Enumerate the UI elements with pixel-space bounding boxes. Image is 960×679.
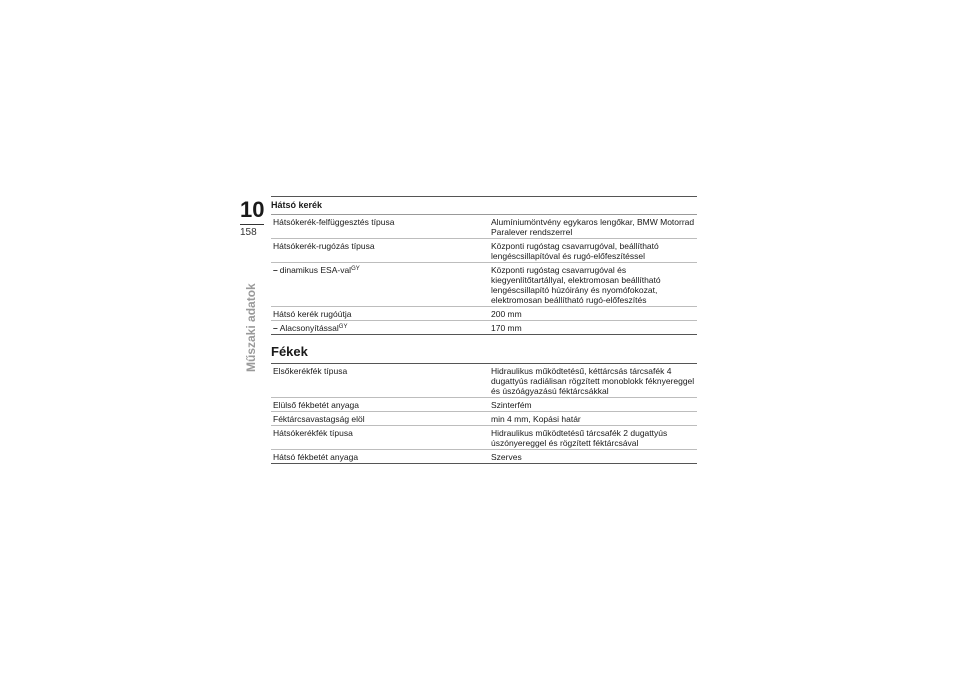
table-row	[271, 450, 697, 464]
spec-label	[271, 321, 491, 335]
spec-label-text: Alacsonyítással	[279, 323, 339, 333]
spec-value: Központi rugóstag csavarrugóval és kiegyenlítőtartállyal, elektromosan beállítható lengéscsillapító húzóirány és nyomófokozat, elektromosan beállítható rugó-előfeszítés	[491, 263, 697, 307]
spec-content	[271, 196, 697, 464]
table-row	[271, 215, 697, 239]
table-row	[271, 239, 697, 263]
spec-value: 170 mm	[491, 321, 697, 335]
rear-wheel-table	[271, 215, 697, 335]
spec-label: Hátsókerék-rugózás típusa	[271, 239, 491, 263]
rear-wheel-title: Hátsó kerék	[271, 196, 697, 215]
spec-label: Hátsó kerék rugóútja	[271, 307, 491, 321]
spec-label: Hátsó fékbetét anyaga	[271, 450, 491, 464]
chapter-number: 10	[240, 197, 265, 222]
spec-value: Hidraulikus működtetésű tárcsafék 2 dugattyús úszónyereggel és rögzített féktárcsával	[491, 426, 697, 450]
spec-value: Alumíniumöntvény egykaros lengőkar, BMW Motorrad Paralever rendszerrel	[491, 215, 697, 239]
spec-value: Szinterfém	[491, 398, 697, 412]
option-superscript: GY	[338, 324, 348, 330]
spec-label: Elülső fékbetét anyaga	[271, 398, 491, 412]
spec-label: Hátsókerék-felfüggesztés típusa	[271, 215, 491, 239]
spec-value: min 4 mm, Kopási határ	[491, 412, 697, 426]
table-row	[271, 426, 697, 450]
brakes-table	[271, 363, 697, 464]
spec-label: Hátsókerékfék típusa	[271, 426, 491, 450]
dash-marker: –	[273, 265, 278, 275]
option-superscript: GY	[351, 266, 360, 272]
page-number: 158	[240, 227, 257, 238]
table-row	[271, 321, 697, 335]
table-row	[271, 307, 697, 321]
table-row	[271, 263, 697, 307]
brakes-title: Fékek	[271, 344, 308, 359]
table-row	[271, 398, 697, 412]
table-row	[271, 364, 697, 398]
spec-label: Féktárcsavastagság elöl	[271, 412, 491, 426]
spec-value: 200 mm	[491, 307, 697, 321]
side-chapter-title: Műszaki adatok	[244, 283, 258, 372]
table-row	[271, 412, 697, 426]
dash-marker: –	[273, 323, 278, 333]
spec-value: Központi rugóstag csavarrugóval, beállítható lengéscsillapítóval és rugó-előfeszítéssel	[491, 239, 697, 263]
spec-label-text: dinamikus ESA-val	[279, 265, 352, 275]
spec-value: Szerves	[491, 450, 697, 464]
spec-value: Hidraulikus működtetésű, kéttárcsás tárcsafék 4 dugattyús radiálisan rögzített monoblokk féknyereggel és úszóágyazású féktárcsákkal	[491, 364, 697, 398]
spec-label: Elsőkerékfék típusa	[271, 364, 491, 398]
spec-label	[271, 263, 491, 307]
chapter-divider	[240, 224, 264, 225]
